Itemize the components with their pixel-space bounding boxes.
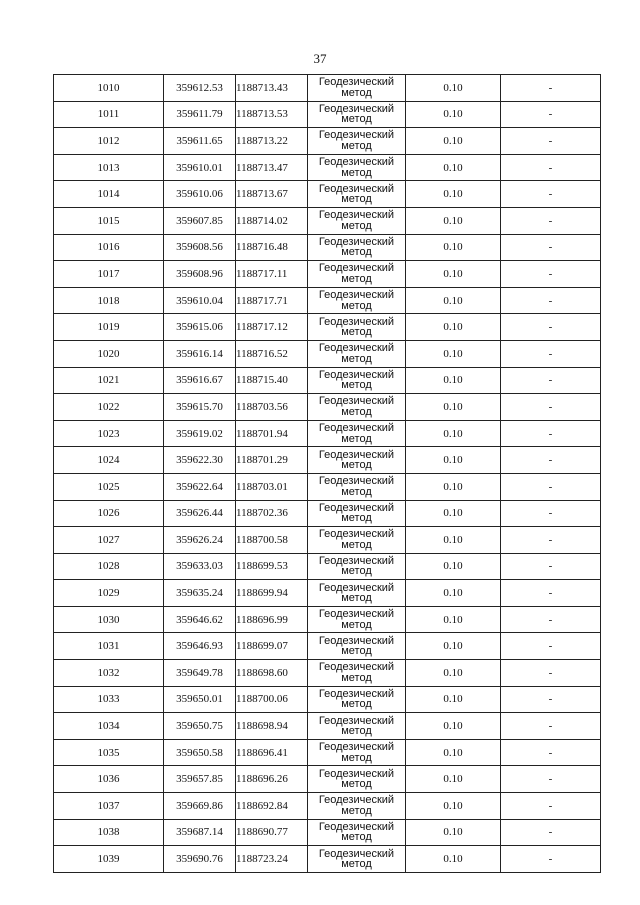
method-cell: [308, 846, 406, 873]
accuracy-cell: 0.10: [406, 580, 501, 607]
accuracy-cell: 0.10: [406, 527, 501, 554]
description-cell: -: [501, 793, 601, 820]
x-coordinate-cell: 359649.78: [164, 660, 236, 687]
method-line-2: метод: [341, 645, 372, 658]
x-coordinate-cell: 359610.06: [164, 181, 236, 208]
method-cell: [308, 128, 406, 155]
method-cell: [308, 473, 406, 500]
x-coordinate-cell: 359646.62: [164, 606, 236, 633]
method-line-1: Геодезический: [318, 129, 395, 142]
point-number-cell: 1031: [54, 633, 164, 660]
point-number-cell: 1023: [54, 420, 164, 447]
y-coordinate-cell: 1188701.29: [236, 447, 308, 474]
accuracy-cell: 0.10: [406, 154, 501, 181]
x-coordinate-cell: 359646.93: [164, 633, 236, 660]
accuracy-cell: 0.10: [406, 207, 501, 234]
point-number-cell: 1018: [54, 287, 164, 314]
method-line-2: метод: [341, 804, 372, 817]
x-coordinate-cell: 359626.44: [164, 500, 236, 527]
point-number-cell: 1032: [54, 660, 164, 687]
method-line-2: метод: [341, 166, 372, 179]
y-coordinate-cell: 1188716.52: [236, 340, 308, 367]
x-coordinate-cell: 359690.76: [164, 846, 236, 873]
y-coordinate-cell: 1188698.60: [236, 660, 308, 687]
point-number-cell: 1017: [54, 261, 164, 288]
table-row: [54, 340, 601, 367]
table-row: [54, 713, 601, 740]
method-line-2: метод: [341, 459, 372, 472]
description-cell: -: [501, 447, 601, 474]
description-cell: -: [501, 686, 601, 713]
y-coordinate-cell: 1188713.22: [236, 128, 308, 155]
table-row: [54, 287, 601, 314]
table-row: [54, 739, 601, 766]
description-cell: -: [501, 500, 601, 527]
method-line-1: Геодезический: [318, 528, 395, 541]
description-cell: -: [501, 420, 601, 447]
method-cell: [308, 207, 406, 234]
accuracy-cell: 0.10: [406, 287, 501, 314]
y-coordinate-cell: 1188717.12: [236, 314, 308, 341]
method-line-1: Геодезический: [318, 156, 395, 169]
method-line-2: метод: [341, 778, 372, 791]
point-number-cell: 1015: [54, 207, 164, 234]
accuracy-cell: 0.10: [406, 234, 501, 261]
method-line-2: метод: [341, 326, 372, 339]
method-line-1: Геодезический: [318, 315, 395, 328]
method-line-2: метод: [341, 86, 372, 99]
point-number-cell: 1039: [54, 846, 164, 873]
accuracy-cell: 0.10: [406, 686, 501, 713]
point-number-cell: 1029: [54, 580, 164, 607]
method-line-2: метод: [341, 139, 372, 152]
accuracy-cell: 0.10: [406, 846, 501, 873]
y-coordinate-cell: 1188692.84: [236, 793, 308, 820]
table-row: [54, 473, 601, 500]
method-cell: [308, 287, 406, 314]
point-number-cell: 1019: [54, 314, 164, 341]
method-line-1: Геодезический: [318, 714, 395, 727]
table-row: [54, 606, 601, 633]
point-number-cell: 1013: [54, 154, 164, 181]
method-line-2: метод: [341, 246, 372, 259]
accuracy-cell: 0.10: [406, 101, 501, 128]
point-number-cell: 1030: [54, 606, 164, 633]
accuracy-cell: 0.10: [406, 181, 501, 208]
y-coordinate-cell: 1188713.67: [236, 181, 308, 208]
point-number-cell: 1025: [54, 473, 164, 500]
x-coordinate-cell: 359626.24: [164, 527, 236, 554]
table-row: [54, 846, 601, 873]
method-line-1: Геодезический: [318, 209, 395, 222]
method-cell: [308, 633, 406, 660]
table-row: [54, 261, 601, 288]
description-cell: -: [501, 739, 601, 766]
accuracy-cell: 0.10: [406, 447, 501, 474]
y-coordinate-cell: 1188717.11: [236, 261, 308, 288]
x-coordinate-cell: 359608.96: [164, 261, 236, 288]
accuracy-cell: 0.10: [406, 633, 501, 660]
x-coordinate-cell: 359650.75: [164, 713, 236, 740]
table-row: [54, 128, 601, 155]
method-line-1: Геодезический: [318, 235, 395, 248]
method-cell: [308, 606, 406, 633]
y-coordinate-cell: 1188713.53: [236, 101, 308, 128]
description-cell: -: [501, 75, 601, 102]
y-coordinate-cell: 1188700.06: [236, 686, 308, 713]
accuracy-cell: 0.10: [406, 660, 501, 687]
description-cell: -: [501, 660, 601, 687]
method-cell: [308, 660, 406, 687]
method-cell: [308, 713, 406, 740]
method-line-1: Геодезический: [318, 102, 395, 115]
method-line-2: метод: [341, 618, 372, 631]
method-line-1: Геодезический: [318, 581, 395, 594]
accuracy-cell: 0.10: [406, 261, 501, 288]
description-cell: -: [501, 713, 601, 740]
x-coordinate-cell: 359650.58: [164, 739, 236, 766]
x-coordinate-cell: 359610.04: [164, 287, 236, 314]
x-coordinate-cell: 359657.85: [164, 766, 236, 793]
table-row: [54, 527, 601, 554]
method-line-2: метод: [341, 299, 372, 312]
point-number-cell: 1036: [54, 766, 164, 793]
description-cell: -: [501, 846, 601, 873]
method-line-2: метод: [341, 405, 372, 418]
method-cell: [308, 819, 406, 846]
point-number-cell: 1024: [54, 447, 164, 474]
x-coordinate-cell: 359619.02: [164, 420, 236, 447]
method-line-1: Геодезический: [318, 262, 395, 275]
description-cell: -: [501, 128, 601, 155]
table-row: [54, 819, 601, 846]
description-cell: -: [501, 553, 601, 580]
table-row: [54, 101, 601, 128]
method-cell: [308, 314, 406, 341]
table-row: [54, 660, 601, 687]
table-row: [54, 75, 601, 102]
description-cell: -: [501, 234, 601, 261]
method-line-1: Геодезический: [318, 847, 395, 860]
accuracy-cell: 0.10: [406, 394, 501, 421]
table-row: [54, 580, 601, 607]
method-cell: [308, 261, 406, 288]
method-line-2: метод: [341, 193, 372, 206]
x-coordinate-cell: 359635.24: [164, 580, 236, 607]
accuracy-cell: 0.10: [406, 553, 501, 580]
table-row: [54, 500, 601, 527]
method-line-2: метод: [341, 751, 372, 764]
method-line-2: метод: [341, 113, 372, 126]
table-row: [54, 394, 601, 421]
method-line-2: метод: [341, 485, 372, 498]
point-number-cell: 1028: [54, 553, 164, 580]
accuracy-cell: 0.10: [406, 473, 501, 500]
description-cell: -: [501, 766, 601, 793]
accuracy-cell: 0.10: [406, 739, 501, 766]
accuracy-cell: 0.10: [406, 367, 501, 394]
y-coordinate-cell: 1188696.26: [236, 766, 308, 793]
y-coordinate-cell: 1188703.01: [236, 473, 308, 500]
description-cell: -: [501, 606, 601, 633]
method-line-1: Геодезический: [318, 475, 395, 488]
description-cell: -: [501, 207, 601, 234]
y-coordinate-cell: 1188717.71: [236, 287, 308, 314]
x-coordinate-cell: 359608.56: [164, 234, 236, 261]
table-row: [54, 234, 601, 261]
x-coordinate-cell: 359650.01: [164, 686, 236, 713]
method-line-2: метод: [341, 379, 372, 392]
description-cell: -: [501, 580, 601, 607]
accuracy-cell: 0.10: [406, 793, 501, 820]
x-coordinate-cell: 359622.30: [164, 447, 236, 474]
y-coordinate-cell: 1188702.36: [236, 500, 308, 527]
table-row: [54, 314, 601, 341]
method-line-2: метод: [341, 352, 372, 365]
x-coordinate-cell: 359669.86: [164, 793, 236, 820]
point-number-cell: 1020: [54, 340, 164, 367]
method-line-1: Геодезический: [318, 794, 395, 807]
table-row: [54, 686, 601, 713]
method-line-2: метод: [341, 272, 372, 285]
method-cell: [308, 420, 406, 447]
method-line-1: Геодезический: [318, 368, 395, 381]
method-line-1: Геодезический: [318, 289, 395, 302]
description-cell: -: [501, 287, 601, 314]
table-row: [54, 181, 601, 208]
method-cell: [308, 181, 406, 208]
x-coordinate-cell: 359622.64: [164, 473, 236, 500]
point-number-cell: 1038: [54, 819, 164, 846]
y-coordinate-cell: 1188698.94: [236, 713, 308, 740]
method-line-1: Геодезический: [318, 687, 395, 700]
method-line-1: Геодезический: [318, 741, 395, 754]
method-cell: [308, 447, 406, 474]
description-cell: -: [501, 181, 601, 208]
method-line-2: метод: [341, 592, 372, 605]
y-coordinate-cell: 1188723.24: [236, 846, 308, 873]
table-row: [54, 553, 601, 580]
method-cell: [308, 367, 406, 394]
method-cell: [308, 766, 406, 793]
x-coordinate-cell: 359611.79: [164, 101, 236, 128]
description-cell: -: [501, 367, 601, 394]
point-number-cell: 1022: [54, 394, 164, 421]
point-number-cell: 1011: [54, 101, 164, 128]
accuracy-cell: 0.10: [406, 314, 501, 341]
method-cell: [308, 154, 406, 181]
method-cell: [308, 686, 406, 713]
method-cell: [308, 739, 406, 766]
accuracy-cell: 0.10: [406, 713, 501, 740]
table-row: [54, 633, 601, 660]
point-number-cell: 1035: [54, 739, 164, 766]
point-number-cell: 1034: [54, 713, 164, 740]
y-coordinate-cell: 1188703.56: [236, 394, 308, 421]
method-cell: [308, 340, 406, 367]
y-coordinate-cell: 1188701.94: [236, 420, 308, 447]
method-line-1: Геодезический: [318, 634, 395, 647]
method-cell: [308, 75, 406, 102]
y-coordinate-cell: 1188699.07: [236, 633, 308, 660]
accuracy-cell: 0.10: [406, 606, 501, 633]
y-coordinate-cell: 1188716.48: [236, 234, 308, 261]
method-line-1: Геодезический: [318, 182, 395, 195]
table-row: [54, 154, 601, 181]
y-coordinate-cell: 1188715.40: [236, 367, 308, 394]
method-line-2: метод: [341, 671, 372, 684]
x-coordinate-cell: 359607.85: [164, 207, 236, 234]
method-line-1: Геодезический: [318, 395, 395, 408]
y-coordinate-cell: 1188696.41: [236, 739, 308, 766]
description-cell: -: [501, 633, 601, 660]
method-line-1: Геодезический: [318, 820, 395, 833]
method-cell: [308, 101, 406, 128]
method-line-2: метод: [341, 432, 372, 445]
method-line-2: метод: [341, 831, 372, 844]
x-coordinate-cell: 359615.70: [164, 394, 236, 421]
point-number-cell: 1033: [54, 686, 164, 713]
point-number-cell: 1021: [54, 367, 164, 394]
page-number: 37: [313, 51, 327, 66]
method-line-2: метод: [341, 512, 372, 525]
accuracy-cell: 0.10: [406, 819, 501, 846]
y-coordinate-cell: 1188713.43: [236, 75, 308, 102]
x-coordinate-cell: 359616.14: [164, 340, 236, 367]
description-cell: -: [501, 527, 601, 554]
y-coordinate-cell: 1188690.77: [236, 819, 308, 846]
description-cell: -: [501, 261, 601, 288]
method-line-1: Геодезический: [318, 554, 395, 567]
y-coordinate-cell: 1188713.47: [236, 154, 308, 181]
point-number-cell: 1012: [54, 128, 164, 155]
point-number-cell: 1016: [54, 234, 164, 261]
method-line-1: Геодезический: [318, 342, 395, 355]
y-coordinate-cell: 1188699.94: [236, 580, 308, 607]
method-line-1: Геодезический: [318, 661, 395, 674]
method-line-2: метод: [341, 858, 372, 871]
table-row: [54, 793, 601, 820]
method-line-1: Геодезический: [318, 448, 395, 461]
description-cell: -: [501, 340, 601, 367]
method-cell: [308, 553, 406, 580]
table-row: [54, 207, 601, 234]
table-body: [54, 75, 601, 873]
method-line-2: метод: [341, 565, 372, 578]
y-coordinate-cell: 1188714.02: [236, 207, 308, 234]
method-line-1: Геодезический: [318, 76, 395, 89]
point-number-cell: 1037: [54, 793, 164, 820]
table-row: [54, 367, 601, 394]
x-coordinate-cell: 359616.67: [164, 367, 236, 394]
method-line-1: Геодезический: [318, 501, 395, 514]
method-cell: [308, 500, 406, 527]
description-cell: -: [501, 473, 601, 500]
description-cell: -: [501, 314, 601, 341]
accuracy-cell: 0.10: [406, 500, 501, 527]
y-coordinate-cell: 1188700.58: [236, 527, 308, 554]
x-coordinate-cell: 359687.14: [164, 819, 236, 846]
accuracy-cell: 0.10: [406, 766, 501, 793]
accuracy-cell: 0.10: [406, 128, 501, 155]
boundary-points-table: [53, 74, 601, 873]
method-line-1: Геодезический: [318, 422, 395, 435]
method-line-1: Геодезический: [318, 767, 395, 780]
accuracy-cell: 0.10: [406, 340, 501, 367]
table-row: [54, 420, 601, 447]
x-coordinate-cell: 359610.01: [164, 154, 236, 181]
point-number-cell: 1027: [54, 527, 164, 554]
table-row: [54, 447, 601, 474]
point-number-cell: 1010: [54, 75, 164, 102]
method-line-2: метод: [341, 538, 372, 551]
method-cell: [308, 580, 406, 607]
x-coordinate-cell: 359633.03: [164, 553, 236, 580]
method-cell: [308, 394, 406, 421]
accuracy-cell: 0.10: [406, 420, 501, 447]
y-coordinate-cell: 1188699.53: [236, 553, 308, 580]
method-line-1: Геодезический: [318, 608, 395, 621]
description-cell: -: [501, 819, 601, 846]
x-coordinate-cell: 359615.06: [164, 314, 236, 341]
description-cell: -: [501, 154, 601, 181]
description-cell: -: [501, 394, 601, 421]
method-line-2: метод: [341, 698, 372, 711]
method-line-2: метод: [341, 219, 372, 232]
method-cell: [308, 527, 406, 554]
table-row: [54, 766, 601, 793]
x-coordinate-cell: 359612.53: [164, 75, 236, 102]
method-cell: [308, 793, 406, 820]
method-cell: [308, 234, 406, 261]
y-coordinate-cell: 1188696.99: [236, 606, 308, 633]
description-cell: -: [501, 101, 601, 128]
accuracy-cell: 0.10: [406, 75, 501, 102]
method-line-2: метод: [341, 725, 372, 738]
point-number-cell: 1014: [54, 181, 164, 208]
x-coordinate-cell: 359611.65: [164, 128, 236, 155]
point-number-cell: 1026: [54, 500, 164, 527]
